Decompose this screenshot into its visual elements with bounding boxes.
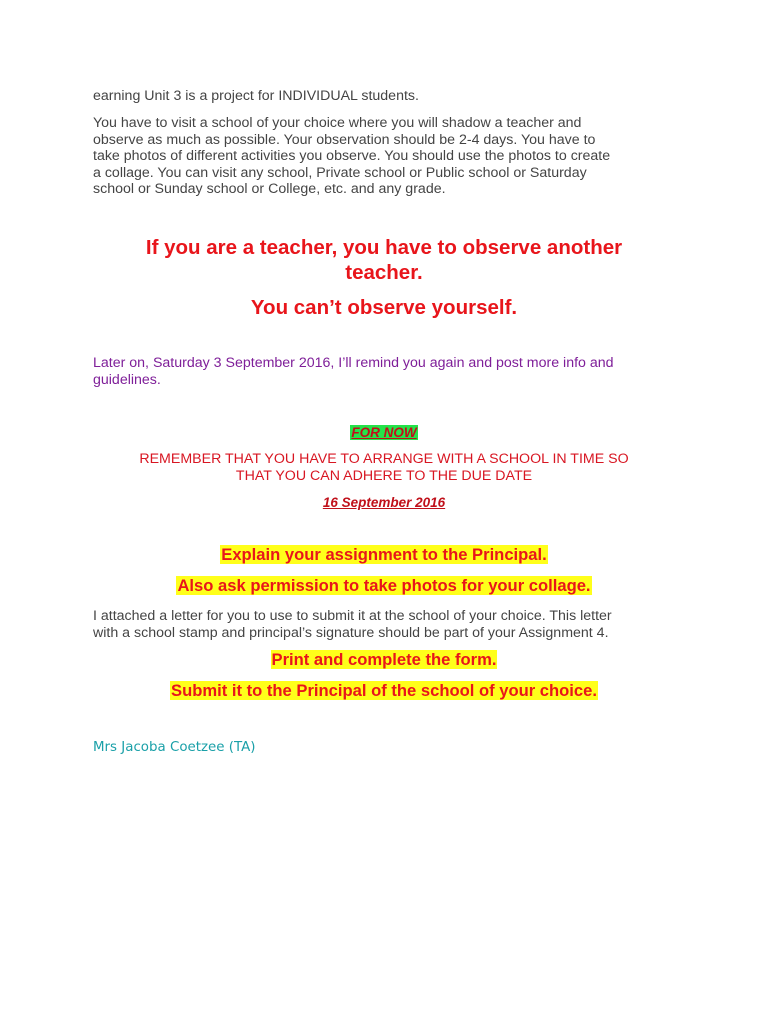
arrange-line: REMEMBER THAT YOU HAVE TO ARRANGE WITH A SCHOOL IN TIME SO — [139, 451, 629, 467]
permission-row — [70, 576, 698, 596]
due-date: 16 September 2016 — [322, 495, 446, 510]
intro-line: earning Unit 3 is a project for INDIVIDUAL students. — [93, 88, 419, 104]
print-form: Print and complete the form. — [271, 650, 497, 669]
ask-permission: Also ask permission to take photos for your collage. — [177, 576, 591, 595]
submit-form-row — [70, 681, 698, 701]
explain-row — [70, 545, 698, 565]
reminder-paragraph — [93, 355, 673, 388]
for-now-row — [70, 424, 698, 442]
due-date-row — [70, 494, 698, 512]
teacher-notice-line: teacher. — [345, 261, 423, 284]
arrange-line: THAT YOU CAN ADHERE TO THE DUE DATE — [235, 467, 533, 484]
instructions-paragraph — [93, 115, 673, 198]
submit-form: Submit it to the Principal of the school of your choice. — [171, 681, 597, 700]
instructions-line: observe as much as possible. Your observation should be 2-4 days. You have to — [93, 131, 596, 148]
teacher-notice-line: If you are a teacher, you have to observe another — [145, 236, 623, 259]
teacher-notice — [70, 235, 698, 285]
letter-line: with a school stamp and principal’s signature should be part of your Assignment 4. — [93, 624, 609, 641]
letter-paragraph — [93, 608, 673, 641]
arrange-reminder — [70, 451, 698, 484]
instructions-line: You have to visit a school of your choice where you will shadow a teacher and — [93, 115, 582, 131]
instructions-line: school or Sunday school or College, etc. and any grade. — [93, 181, 446, 198]
explain-assignment: Explain your assignment to the Principal. — [221, 545, 547, 564]
letter-line: I attached a letter for you to use to submit it at the school of your choice. This letter — [93, 608, 612, 624]
self-observe-notice: You can’t observe yourself. — [250, 296, 518, 319]
reminder-line: guidelines. — [93, 371, 161, 388]
print-form-row — [70, 650, 698, 670]
signature: Mrs Jacoba Coetzee (TA) — [93, 740, 256, 755]
instructions-line: take photos of different activities you observe. You should use the photos to create — [93, 148, 611, 165]
reminder-line: Later on, Saturday 3 September 2016, I’ll remind you again and post more info and — [93, 355, 614, 371]
for-now-label: FOR NOW — [351, 425, 417, 440]
instructions-line: a collage. You can visit any school, Private school or Public school or Saturday — [93, 164, 587, 181]
